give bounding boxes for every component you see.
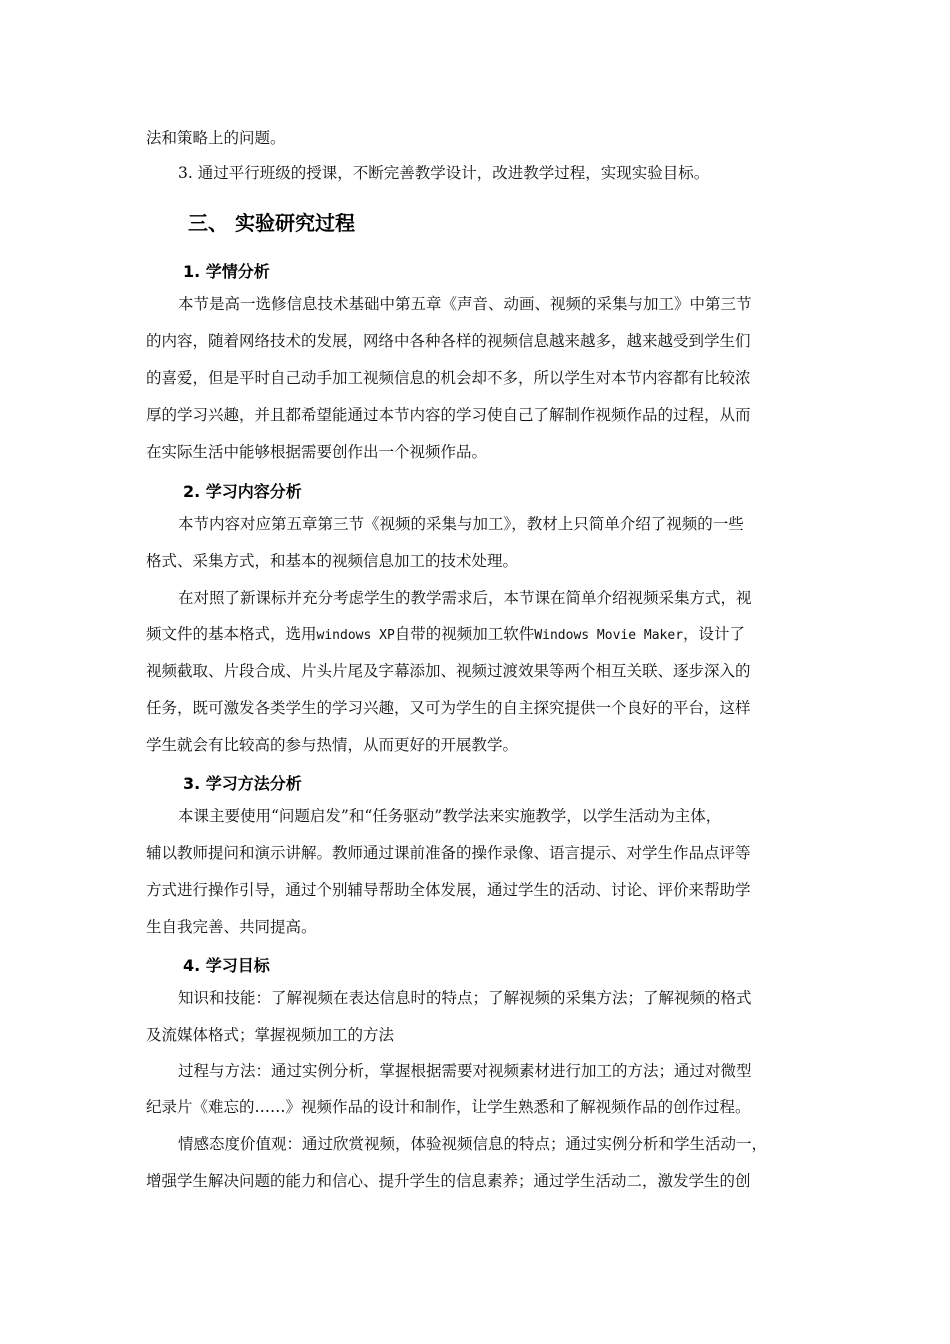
paragraph-line: 格式、采集方式，和基本的视频信息加工的技术处理。 [146, 552, 519, 570]
list-item-3: 3. 通过平行班级的授课，不断完善教学设计，改进教学过程，实现实验目标。 [178, 164, 710, 182]
paragraph-line: 本课主要使用“问题启发”和“任务驱动”教学法来实施教学，以学生活动为主体， [178, 807, 722, 825]
paragraph-line: 过程与方法：通过实例分析，掌握根据需要对视频素材进行加工的方法；通过对微型 [178, 1062, 752, 1080]
paragraph-line: 任务，既可激发各类学生的学习兴趣，又可为学生的自主探究提供一个良好的平台，这样 [146, 699, 751, 717]
subsection-heading: 1. 学情分析 [183, 262, 270, 281]
paragraph-line: 在对照了新课标并充分考虑学生的教学需求后，本节课在简单介绍视频采集方式，视 [178, 589, 752, 607]
text-run-latin: Windows Movie Maker [534, 628, 684, 643]
text-run-latin: windows XP [316, 628, 395, 643]
paragraph-line: 纪录片《难忘的……》视频作品的设计和制作，让学生熟悉和了解视频作品的创作过程。 [146, 1098, 751, 1116]
text-run: ，设计了 [683, 625, 746, 643]
text-run: 频文件的基本格式，选用 [146, 625, 317, 643]
paragraph-line: 在实际生活中能够根据需要创作出一个视频作品。 [146, 443, 488, 461]
paragraph-line: 本节是高一选修信息技术基础中第五章《声音、动画、视频的采集与加工》中第三节 [178, 295, 752, 313]
paragraph-line: 知识和技能：了解视频在表达信息时的特点；了解视频的采集方法；了解视频的格式 [178, 989, 752, 1007]
paragraph-line: 增强学生解决问题的能力和信心、提升学生的信息素养；通过学生活动二，激发学生的创 [146, 1172, 751, 1190]
subsection-heading: 4. 学习目标 [183, 956, 270, 975]
paragraph-line: 本节内容对应第五章第三节《视频的采集与加工》，教材上只简单介绍了视频的一些 [178, 515, 744, 533]
paragraph-line: 辅以教师提问和演示讲解。教师通过课前准备的操作录像、语言提示、对学生作品点评等 [146, 844, 751, 862]
section-heading: 三、 实验研究过程 [188, 211, 355, 235]
paragraph-line: 方式进行操作引导，通过个别辅导帮助全体发展，通过学生的活动、讨论、评价来帮助学 [146, 881, 751, 899]
paragraph-line: 生自我完善、共同提高。 [146, 918, 317, 936]
subsection-heading: 2. 学习内容分析 [183, 482, 302, 501]
paragraph-line: 的内容，随着网络技术的发展，网络中各种各样的视频信息越来越多，越来越受到学生们 [146, 332, 751, 350]
paragraph-line: 情感态度价值观：通过欣赏视频，体验视频信息的特点；通过实例分析和学生活动一， [178, 1135, 768, 1153]
text-run: 自带的视频加工软件 [394, 625, 535, 643]
paragraph-line: 法和策略上的问题。 [146, 129, 286, 147]
paragraph-line: 的喜爱，但是平时自己动手加工视频信息的机会却不多，所以学生对本节内容都有比较浓 [146, 369, 751, 387]
paragraph-line: 视频截取、片段合成、片头片尾及字幕添加、视频过渡效果等两个相互关联、逐步深入的 [146, 662, 751, 680]
paragraph-line: 厚的学习兴趣，并且都希望能通过本节内容的学习使自己了解制作视频作品的过程，从而 [146, 406, 751, 424]
subsection-heading: 3. 学习方法分析 [183, 774, 302, 793]
paragraph-line [146, 624, 745, 646]
paragraph-line: 学生就会有比较高的参与热情，从而更好的开展教学。 [146, 736, 519, 754]
paragraph-line: 及流媒体格式；掌握视频加工的方法 [146, 1026, 395, 1044]
